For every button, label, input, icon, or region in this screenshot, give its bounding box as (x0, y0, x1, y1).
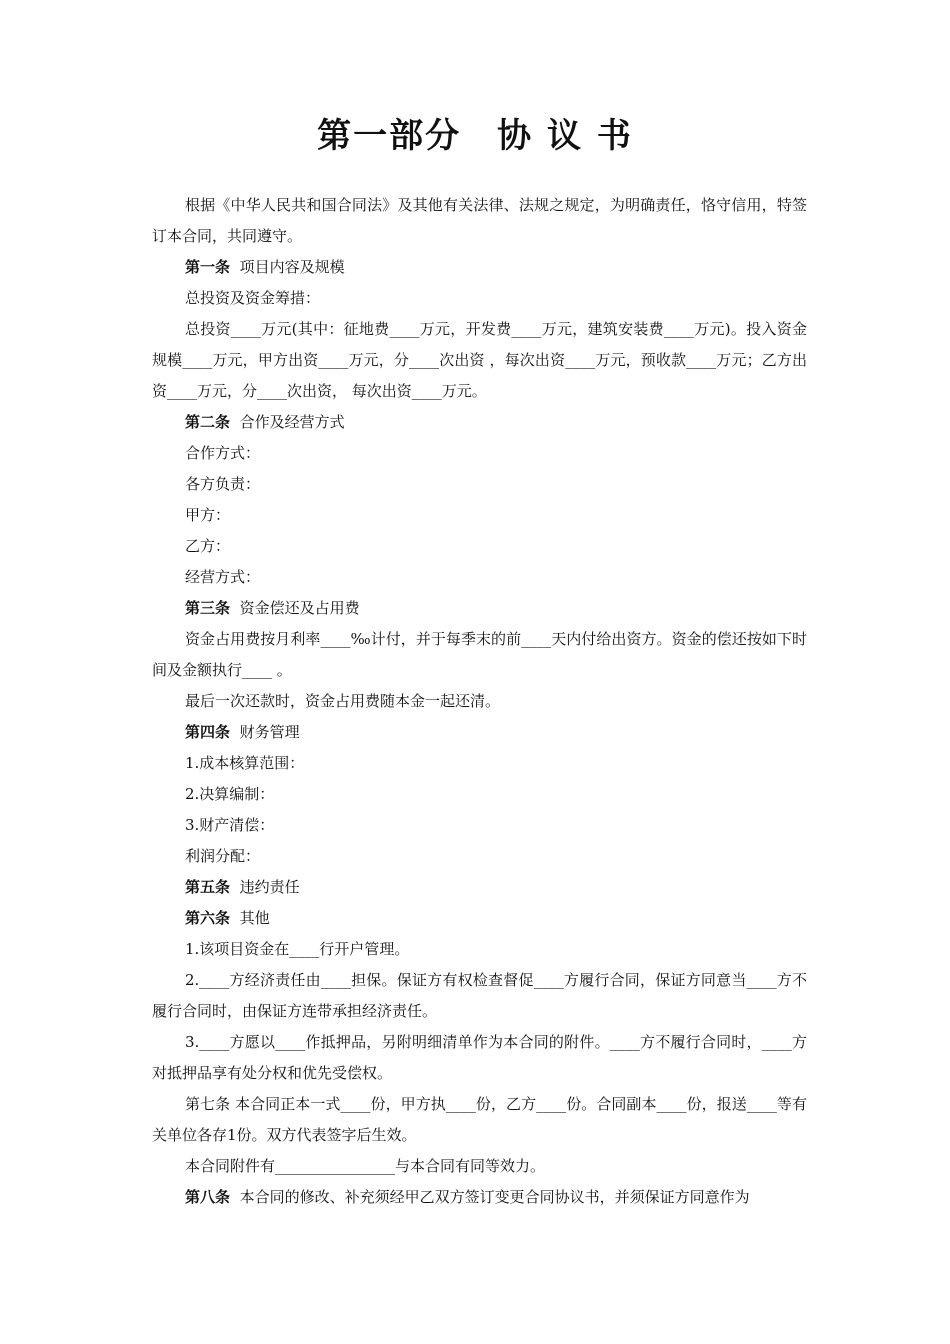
paragraph-text: 2.____方经济责任由____担保。保证方有权检查督促____方履行合同，保证方同意当____方不履行合同时，由保证方连带承担经济责任。 (152, 971, 807, 1020)
article-number: 第八条 (185, 1188, 231, 1206)
paragraph-text: 合作方式： (185, 444, 261, 462)
paragraph-text: 财务管理 (239, 723, 300, 741)
paragraph-text: 本合同的修改、补充须经甲乙双方签订变更合同协议书，并须保证方同意作为 (239, 1188, 750, 1206)
article-heading (152, 593, 807, 624)
paragraph (152, 562, 807, 593)
paragraph-text: 3.____方愿以____作抵押品，另附明细清单作为本合同的附件。____方不履行合同时，____方对抵押品享有处分权和优先受偿权。 (152, 1033, 807, 1082)
article-heading (152, 407, 807, 438)
paragraph-text: 2.决算编制： (185, 785, 275, 803)
article-number: 第六条 (185, 909, 231, 927)
paragraph-text: 各方负责： (185, 475, 261, 493)
paragraph-text: 资金占用费按月利率____‰计付，并于每季末的前____天内付给出资方。资金的偿还按如下时间及金额执行____ 。 (152, 630, 807, 679)
paragraph (152, 1151, 807, 1182)
paragraph-text: 第七条 本合同正本一式____份，甲方执____份，乙方____份。合同副本____份，报送____等有关单位各存1份。双方代表签字后生效。 (152, 1095, 807, 1144)
article-heading (152, 717, 807, 748)
paragraph-text: 3.财产清偿： (185, 816, 275, 834)
paragraph-text: 1.该项目资金在____行开户管理。 (185, 940, 410, 958)
paragraph-text: 项目内容及规模 (239, 258, 345, 276)
article-heading (152, 872, 807, 903)
paragraph-text: 最后一次还款时，资金占用费随本金一起还清。 (185, 692, 501, 710)
title-word: 协 议 书 (497, 116, 633, 156)
paragraph (152, 469, 807, 500)
document-title (0, 112, 950, 160)
paragraph (152, 283, 807, 314)
paragraph (152, 1089, 807, 1151)
title-part: 第一部分 (317, 116, 462, 156)
paragraph (152, 810, 807, 841)
paragraph (152, 748, 807, 779)
paragraph-text: 其他 (239, 909, 270, 927)
article-number: 第五条 (185, 878, 231, 896)
paragraph-text: 经营方式： (185, 568, 261, 586)
paragraph-text: 总投资及资金筹措： (185, 289, 321, 307)
article-number: 第二条 (185, 413, 231, 431)
article-number: 第四条 (185, 723, 231, 741)
paragraph (152, 500, 807, 531)
paragraph (152, 314, 807, 407)
paragraph (152, 190, 807, 252)
paragraph-text: 根据《中华人民共和国合同法》及其他有关法律、法规之规定，为明确责任，恪守信用，特签订本合同，共同遵守。 (152, 196, 807, 245)
paragraph-text: 本合同附件有________________与本合同有同等效力。 (185, 1157, 546, 1175)
paragraph-text: 总投资____万元(其中：征地费____万元，开发费____万元，建筑安装费____万元)。投入资金规模____万元，甲方出资____万元，分____次出资 ，每次出资____万元，预收款____万元；乙方出资____万元，分____次出资， 每次出资____万元。 (152, 320, 807, 400)
document-body (152, 190, 807, 1213)
article-heading (152, 1182, 807, 1213)
paragraph (152, 1027, 807, 1089)
article-heading (152, 252, 807, 283)
paragraph-text: 合作及经营方式 (239, 413, 345, 431)
paragraph-text: 利润分配： (185, 847, 261, 865)
article-number: 第一条 (185, 258, 231, 276)
article-heading (152, 903, 807, 934)
paragraph (152, 624, 807, 686)
paragraph (152, 686, 807, 717)
paragraph-text: 违约责任 (239, 878, 300, 896)
paragraph (152, 965, 807, 1027)
paragraph-text: 资金偿还及占用费 (239, 599, 360, 617)
paragraph (152, 779, 807, 810)
paragraph (152, 438, 807, 469)
article-number: 第三条 (185, 599, 231, 617)
paragraph (152, 531, 807, 562)
paragraph (152, 934, 807, 965)
paragraph (152, 841, 807, 872)
paragraph-text: 1.成本核算范围： (185, 754, 305, 772)
paragraph-text: 乙方： (185, 537, 231, 555)
paragraph-text: 甲方： (185, 506, 231, 524)
